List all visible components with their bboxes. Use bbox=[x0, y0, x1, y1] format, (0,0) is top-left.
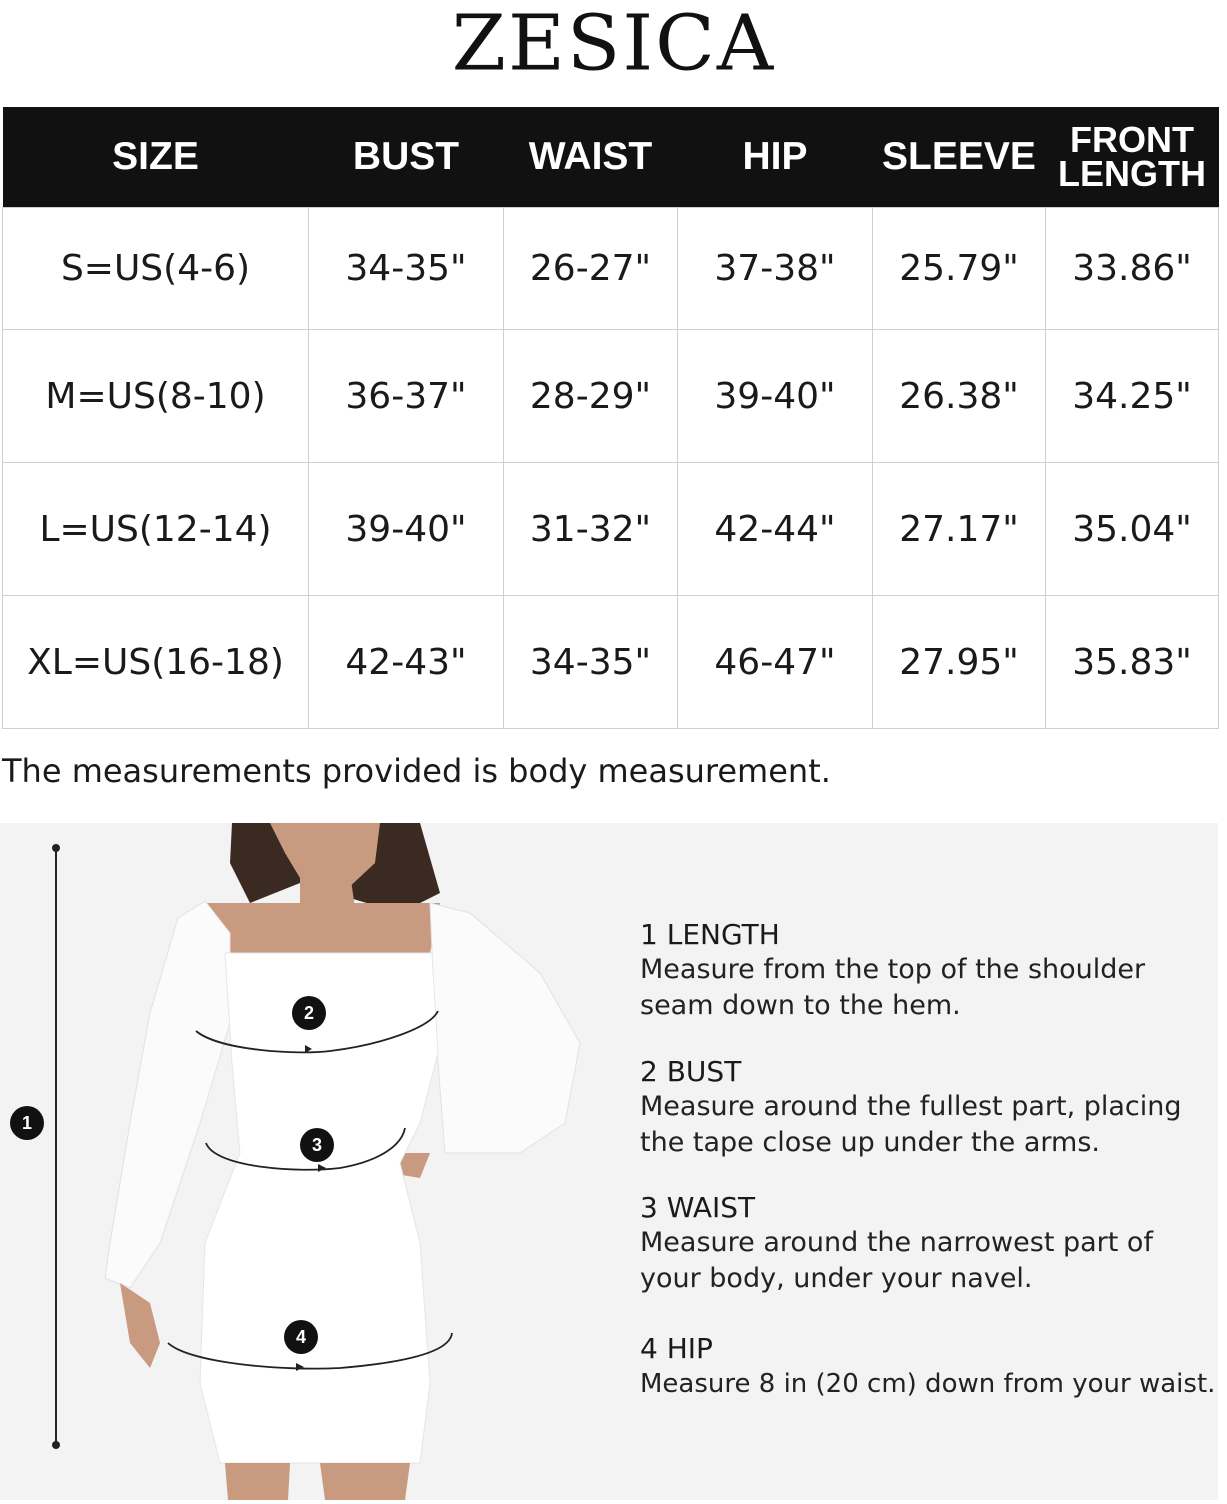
guide-hip-title: 4 HIP bbox=[640, 1332, 713, 1365]
guide-waist-title: 3 WAIST bbox=[640, 1191, 756, 1224]
size-chart-table bbox=[2, 107, 1219, 729]
marker-1-label: 1 bbox=[21, 1113, 33, 1133]
measurement-note: The measurements provided is body measurement. bbox=[2, 752, 831, 790]
cell-sleeve: 27.95" bbox=[873, 596, 1046, 729]
header-front-length bbox=[1046, 107, 1219, 208]
guide-hip bbox=[640, 1332, 1227, 1402]
table-row bbox=[3, 596, 1219, 729]
marker-1-icon bbox=[10, 1106, 44, 1140]
header-front-length-line1: FRONT bbox=[1070, 119, 1194, 160]
marker-3-label: 3 bbox=[311, 1135, 323, 1155]
guide-bust-title: 2 BUST bbox=[640, 1055, 742, 1088]
cell-size: XL=US(16-18) bbox=[3, 596, 309, 729]
cell-front-length: 35.83" bbox=[1046, 596, 1219, 729]
table-row bbox=[3, 208, 1219, 330]
marker-4-label: 4 bbox=[295, 1327, 307, 1347]
cell-bust: 39-40" bbox=[309, 463, 504, 596]
header-size: SIZE bbox=[3, 107, 309, 208]
marker-4-icon bbox=[284, 1320, 318, 1354]
marker-2-icon bbox=[292, 996, 326, 1030]
cell-hip: 42-44" bbox=[678, 463, 873, 596]
cell-sleeve: 26.38" bbox=[873, 330, 1046, 463]
guide-waist bbox=[640, 1191, 1227, 1297]
cell-hip: 39-40" bbox=[678, 330, 873, 463]
cell-bust: 34-35" bbox=[309, 208, 504, 330]
cell-size: M=US(8-10) bbox=[3, 330, 309, 463]
table-row bbox=[3, 463, 1219, 596]
cell-bust: 42-43" bbox=[309, 596, 504, 729]
cell-size: S=US(4-6) bbox=[3, 208, 309, 330]
guide-bust-desc: Measure around the fullest part, placing the tape close up under the arms. bbox=[640, 1091, 1182, 1158]
cell-size: L=US(12-14) bbox=[3, 463, 309, 596]
cell-sleeve: 27.17" bbox=[873, 463, 1046, 596]
table-header-row bbox=[3, 107, 1219, 208]
guide-length bbox=[640, 918, 1227, 1024]
header-front-length-line2: LENGTH bbox=[1058, 153, 1206, 194]
cell-waist: 26-27" bbox=[504, 208, 678, 330]
cell-waist: 31-32" bbox=[504, 463, 678, 596]
guide-hip-desc: Measure 8 in (20 cm) down from your waist. bbox=[640, 1369, 1216, 1399]
guide-length-desc: Measure from the top of the shoulder seam down to the hem. bbox=[640, 954, 1146, 1021]
header-sleeve: SLEEVE bbox=[873, 107, 1046, 208]
cell-sleeve: 25.79" bbox=[873, 208, 1046, 330]
cell-waist: 34-35" bbox=[504, 596, 678, 729]
brand-logo: ZESICA bbox=[451, 0, 776, 89]
header-bust: BUST bbox=[309, 107, 504, 208]
cell-front-length: 35.04" bbox=[1046, 463, 1219, 596]
cell-front-length: 34.25" bbox=[1046, 330, 1219, 463]
cell-hip: 37-38" bbox=[678, 208, 873, 330]
table-row bbox=[3, 330, 1219, 463]
header-waist: WAIST bbox=[504, 107, 678, 208]
marker-3-icon bbox=[300, 1128, 334, 1162]
cell-front-length: 33.86" bbox=[1046, 208, 1219, 330]
guide-waist-desc: Measure around the narrowest part of your body, under your navel. bbox=[640, 1227, 1153, 1294]
cell-bust: 36-37" bbox=[309, 330, 504, 463]
cell-waist: 28-29" bbox=[504, 330, 678, 463]
guide-length-title: 1 LENGTH bbox=[640, 918, 780, 951]
cell-hip: 46-47" bbox=[678, 596, 873, 729]
header-hip: HIP bbox=[678, 107, 873, 208]
marker-2-label: 2 bbox=[303, 1003, 315, 1023]
guide-bust bbox=[640, 1055, 1227, 1161]
